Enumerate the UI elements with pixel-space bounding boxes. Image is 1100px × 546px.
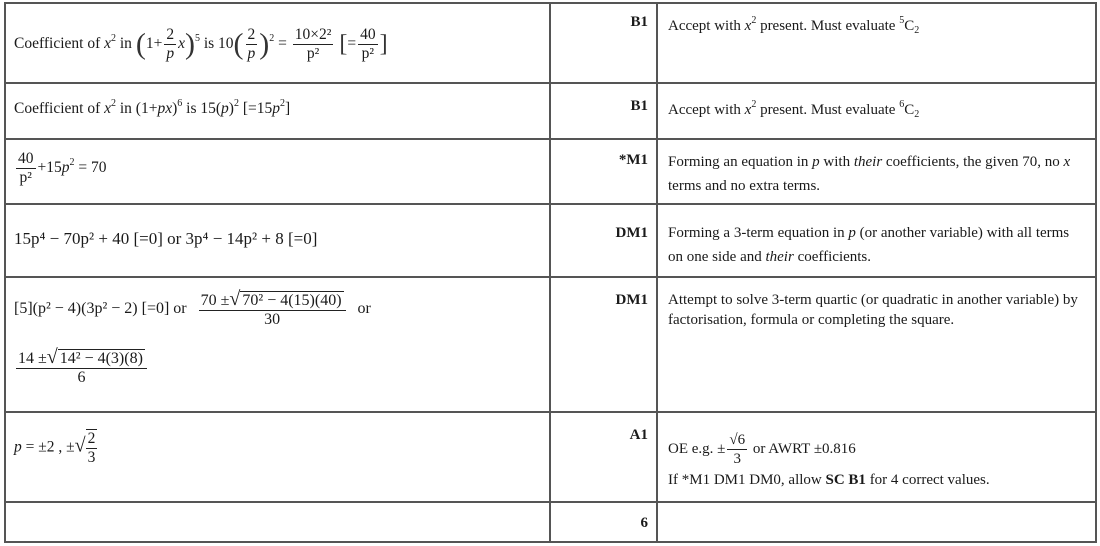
mark-cell	[551, 205, 658, 276]
working-expression: [5](p² − 4)(3p² − 2) [=0] or $\frac{\text{70 ±√ 70² − 4(15)(40)}}{30}$ or	[14, 288, 371, 328]
working-cell	[6, 205, 551, 276]
working-expression: p = ±2 , ±√ $\frac{2}{3}$	[14, 430, 96, 466]
note-text: Accept with $x^2$ present. Must evaluate $^5C_2$	[668, 15, 920, 36]
table-row	[6, 4, 1095, 84]
note-text: Forming a 3-term equation in p (or another variable) with all terms on one side and their coefficients.	[668, 225, 1070, 265]
notes-cell	[658, 278, 1095, 411]
working-cell	[6, 4, 551, 82]
mark-code: DM1	[615, 225, 648, 241]
table-row	[6, 278, 1095, 413]
notes-cell	[658, 4, 1095, 82]
mark-code: B1	[630, 98, 648, 114]
working-expression-alt: $\frac{\text{14 ±√ 14² − 4(3)(8)}}{6}$	[14, 348, 149, 387]
note-text: Forming an equation in p with their coefficients, the given 70, no x terms and no extra terms.	[668, 154, 1071, 194]
notes-cell	[658, 413, 1095, 501]
working-expression: $\frac{40}{\text{p²}}$ $+15p^2 = 70$	[18, 150, 107, 186]
working-cell	[6, 84, 551, 138]
mark-cell	[551, 4, 658, 82]
notes-cell	[658, 503, 1095, 543]
mark-cell	[551, 140, 658, 203]
mark-cell	[551, 503, 658, 543]
working-cell	[6, 503, 551, 543]
note-text: OE e.g. ± $\frac{√6}{3}$ or AWRT ±0.816 If *M1 DM1 DM0, allow SC B1 for 4 correct values.	[668, 432, 990, 488]
mark-cell	[551, 278, 658, 411]
working-cell	[6, 140, 551, 203]
notes-cell	[658, 205, 1095, 276]
table-row	[6, 84, 1095, 140]
mark-scheme-table	[4, 2, 1097, 543]
working-expression: Coefficient of $x^2$ in (1+ $\frac{2}{p}$ x)$^5$ is 10( $\frac{2}{p}$ )$^2$ = $\frac{\text{10×2²}}{\text{p²}}$ [= $\frac{40}{\text{p²}}$ ]	[14, 26, 388, 62]
table-row	[6, 413, 1095, 503]
total-marks: 6	[640, 515, 648, 531]
working-expression: Coefficient of $x^2$ in $(1+px)^6$ is $15(p)^2$ $[=15p^2]$	[14, 98, 291, 117]
notes-cell	[658, 140, 1095, 203]
mark-code: DM1	[615, 292, 648, 308]
table-row	[6, 140, 1095, 205]
notes-cell	[658, 84, 1095, 138]
note-text: Attempt to solve 3-term quartic (or quadratic in another variable) by factorisation, formula or completing the square.	[668, 292, 1078, 328]
note-text: Accept with $x^2$ present. Must evaluate $^6C_2$	[668, 99, 920, 120]
working-cell	[6, 413, 551, 501]
working-expression: 15p⁴ − 70p² + 40 [=0] or 3p⁴ − 14p² + 8 [=0]	[14, 229, 318, 248]
mark-code: *M1	[618, 152, 648, 168]
mark-cell	[551, 84, 658, 138]
mark-code: B1	[630, 14, 648, 30]
total-row	[6, 503, 1095, 543]
table-row	[6, 205, 1095, 278]
working-cell	[6, 278, 551, 411]
mark-cell	[551, 413, 658, 501]
mark-code: A1	[629, 427, 648, 443]
